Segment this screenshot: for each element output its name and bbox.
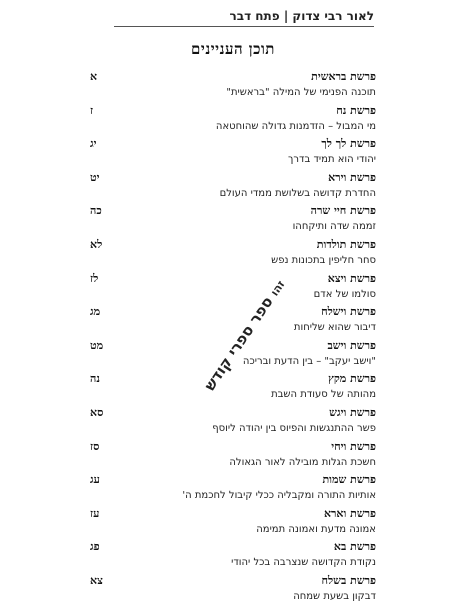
toc-entry-heading-row [90, 507, 376, 523]
toc-entry[interactable] [90, 137, 376, 171]
watermark-text: ספר ספרי קודש [200, 293, 277, 395]
page-number: פג [90, 540, 100, 554]
chapter-subtitle: "וישב יעקב" – בין הדעת ובריכה [242, 355, 376, 367]
toc-entry[interactable] [90, 574, 376, 608]
chapter-subtitle: מי המבול – הזדמנות גדולה שהוחטאה [215, 120, 376, 132]
toc-entry-heading-row [90, 238, 376, 254]
parsha-name: פרשת בא [333, 540, 376, 554]
page-number: סא [90, 405, 104, 419]
page-number: א [90, 70, 98, 83]
toc-entry[interactable] [90, 440, 376, 474]
toc-entry-heading-row [90, 406, 376, 422]
parsha-name: פרשת בראשית [311, 70, 376, 83]
page-number: לא [90, 237, 103, 251]
parsha-name: פרשת מקץ [328, 372, 376, 386]
parsha-name: פרשת ויצא [327, 271, 376, 285]
chapter-subtitle: אמונה מדעת ואמונה תמימה [256, 523, 376, 535]
chapter-subtitle: סולמו של אדם [313, 288, 376, 300]
toc-entry-heading-row [90, 540, 376, 556]
parsha-name: פרשת בשלח [321, 573, 376, 587]
chapter-subtitle: דבקון בשעת שמחה [293, 590, 376, 602]
toc-entry-heading-row [90, 372, 376, 388]
toc-entry-heading-row [90, 171, 376, 187]
chapter-subtitle: מהותה של סעודת השבת [271, 389, 376, 401]
toc-entry-heading-row [90, 440, 376, 456]
toc-entry[interactable] [90, 204, 376, 238]
parsha-name: פרשת וירא [328, 170, 376, 184]
toc-entry-heading-row [90, 137, 376, 153]
chapter-subtitle: דיבור שהוא שליחות [293, 322, 376, 334]
parsha-name: פרשת תולדות [316, 237, 376, 251]
page-number: עג [90, 473, 100, 487]
parsha-name: פרשת שמות [322, 473, 376, 487]
toc-entry-heading-row [90, 204, 376, 220]
page-title: תוכן העניינים [191, 40, 275, 58]
parsha-name: פרשת נח [336, 103, 376, 117]
toc-entry[interactable] [90, 104, 376, 138]
page-number: סז [90, 439, 100, 453]
page-number: כה [90, 204, 102, 218]
toc-entry-heading-row [90, 473, 376, 489]
page-number: נה [90, 372, 100, 386]
toc-entry[interactable] [90, 507, 376, 541]
toc-entry-heading-row [90, 70, 376, 86]
toc-entry[interactable] [90, 406, 376, 440]
page-number: מט [90, 338, 104, 352]
chapter-subtitle: סחר חליפין בתכונות נפש [271, 254, 376, 266]
page-number: יט [90, 170, 100, 184]
parsha-name: פרשת וישב [327, 338, 376, 352]
page-number: צא [90, 573, 103, 587]
parsha-name: פרשת חיי שרה [310, 204, 376, 218]
parsha-name: פרשת וארא [323, 506, 376, 520]
toc-entry-heading-row [90, 104, 376, 120]
chapter-subtitle: יהודי הוא תמיד בדרך [288, 154, 376, 166]
page-number: לז [90, 271, 99, 285]
page-number: ז [90, 103, 94, 117]
parsha-name: פרשת ויחי [331, 439, 376, 453]
chapter-subtitle: זממה שדה ותיקחהו [292, 221, 376, 233]
toc-entry[interactable] [90, 171, 376, 205]
page-number: מג [90, 305, 101, 319]
page-number: יג [90, 137, 97, 151]
toc-entry[interactable] [90, 473, 376, 507]
toc-entry[interactable] [90, 272, 376, 306]
toc-entry[interactable] [90, 540, 376, 574]
page-number: עז [90, 506, 100, 520]
parsha-name: פרשת ויגש [329, 405, 376, 419]
toc-entry-heading-row [90, 574, 376, 590]
running-header: לאור רבי צדוק | פתח דבר [114, 9, 374, 27]
toc-entry[interactable] [90, 238, 376, 272]
parsha-name: פרשת לך לך [321, 137, 376, 151]
watermark-prefix: זהו [267, 278, 288, 299]
toc-entry-heading-row [90, 305, 376, 321]
toc-entry[interactable] [90, 70, 376, 104]
chapter-subtitle: פשר ההתנגשות והפיוס בין יהודה ליוסף [212, 422, 376, 434]
chapter-subtitle: החדרת קדושה בשלושת ממדי העולם [219, 187, 376, 199]
chapter-subtitle: חשכת הגלות מובילה לאור הגאולה [229, 456, 376, 468]
chapter-subtitle: אותיות התורה ומקבליה ככלי קיבול לחכמת ה' [182, 490, 376, 502]
toc-entry-heading-row [90, 272, 376, 288]
chapter-subtitle: נקודת הקדושה שנצרבה בכל יהודי [231, 557, 376, 569]
chapter-subtitle: תוכנה הפנימי של המילה "בראשית" [226, 87, 376, 98]
toc-entry[interactable] [90, 372, 376, 406]
parsha-name: פרשת וישלח [321, 305, 376, 319]
